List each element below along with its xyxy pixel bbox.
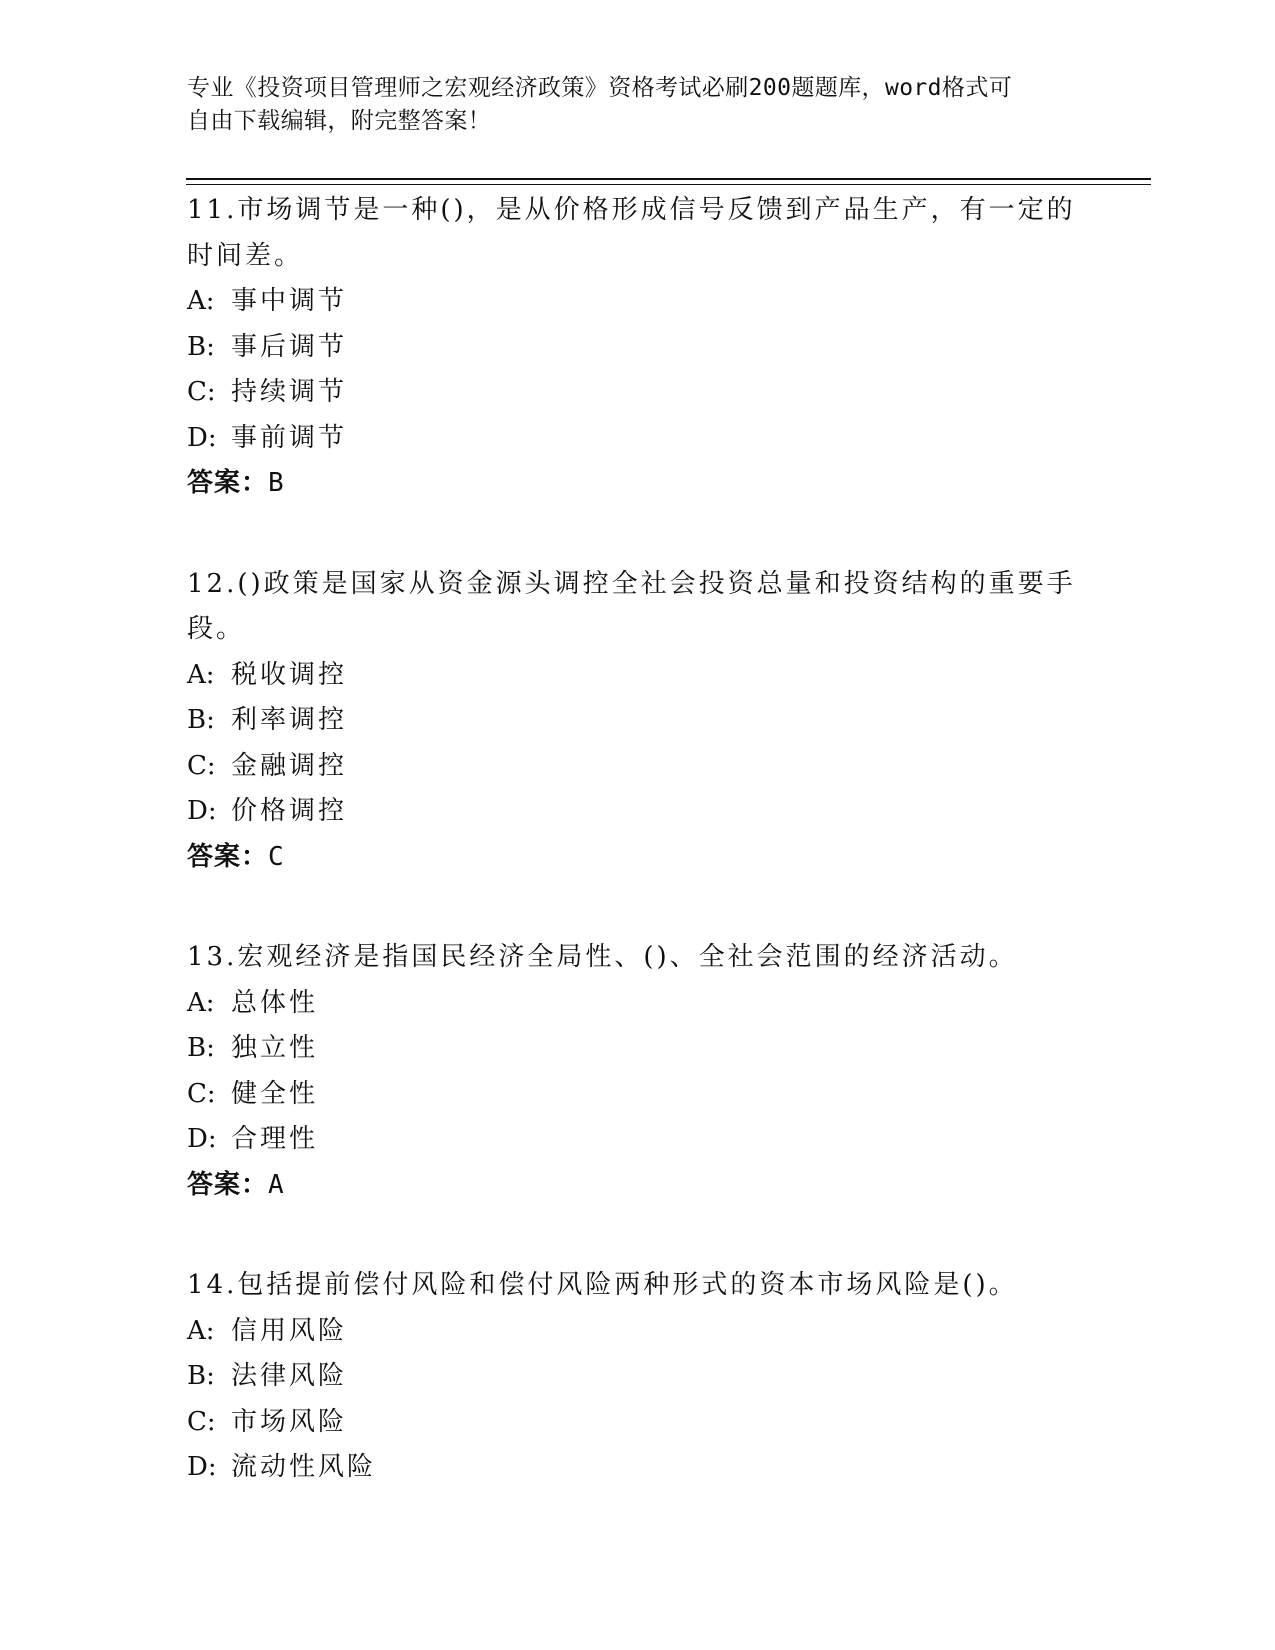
option-c xyxy=(187,1400,1087,1446)
option-text: 价格调控 xyxy=(231,796,348,826)
question-stem-line: 11.市场调节是一种()，是从价格形成信号反馈到产品生产，有一定的 xyxy=(187,195,1076,225)
answer-label: 答案： xyxy=(187,841,269,872)
option-c xyxy=(187,1072,1087,1118)
option-letter: C: xyxy=(187,1406,216,1437)
option-text: 事中调节 xyxy=(231,286,348,316)
option-text: 信用风险 xyxy=(231,1315,348,1346)
option-letter: D: xyxy=(187,422,217,453)
option-text: 市场风险 xyxy=(231,1406,348,1437)
option-text: 事后调节 xyxy=(231,331,348,362)
option-letter: B: xyxy=(187,1033,215,1063)
option-letter: B: xyxy=(187,331,215,362)
option-text: 事前调节 xyxy=(231,422,348,453)
question-11 xyxy=(187,188,1087,507)
question-stem-line: 13.宏观经济是指国民经济全局性、()、全社会范围的经济活动。 xyxy=(187,942,1018,972)
question-stem-line: 段。 xyxy=(187,614,246,644)
question-stem-line: 14.包括提前偿付风险和偿付风险两种形式的资本市场风险是()。 xyxy=(187,1270,1018,1300)
option-text: 总体性 xyxy=(231,987,319,1018)
option-letter: C: xyxy=(187,1078,216,1109)
option-d xyxy=(187,1117,1087,1163)
header-line-1: 专业《投资项目管理师之宏观经济政策》资格考试必刷200题题库，word格式可 xyxy=(187,75,1013,101)
option-c xyxy=(187,744,1087,790)
header-line-2: 自由下载编辑，附完整答案！ xyxy=(187,108,492,134)
header-rule-thin xyxy=(186,184,1151,185)
answer-value: C xyxy=(268,841,285,872)
header-rule-thick xyxy=(186,178,1151,180)
option-text: 税收调控 xyxy=(231,659,348,690)
option-b xyxy=(187,698,1087,744)
option-c xyxy=(187,370,1087,416)
option-letter: D: xyxy=(187,796,217,826)
option-text: 合理性 xyxy=(231,1124,319,1154)
answer-label: 答案： xyxy=(187,1169,269,1200)
option-letter: C: xyxy=(187,750,216,781)
answer-label: 答案： xyxy=(187,468,269,498)
option-letter: C: xyxy=(187,377,216,407)
answer-value: A xyxy=(268,1169,285,1200)
document-header xyxy=(187,72,1067,138)
answer-line xyxy=(187,1163,1087,1209)
question-12 xyxy=(187,562,1087,881)
option-text: 利率调控 xyxy=(231,705,348,735)
option-letter: B: xyxy=(187,705,215,735)
option-a xyxy=(187,279,1087,325)
option-letter: A: xyxy=(187,987,215,1018)
option-text: 健全性 xyxy=(231,1078,319,1109)
option-a xyxy=(187,981,1087,1027)
option-text: 法律风险 xyxy=(231,1361,348,1391)
question-13 xyxy=(187,935,1087,1208)
question-14 xyxy=(187,1263,1087,1491)
option-b xyxy=(187,1354,1087,1400)
option-letter: D: xyxy=(187,1124,217,1154)
option-letter: D: xyxy=(187,1452,217,1482)
option-text: 持续调节 xyxy=(231,377,348,407)
option-text: 流动性风险 xyxy=(231,1452,377,1482)
option-letter: B: xyxy=(187,1361,215,1391)
option-b xyxy=(187,325,1087,371)
option-d xyxy=(187,1445,1087,1491)
option-a xyxy=(187,1309,1087,1355)
question-stem-line: 12.()政策是国家从资金源头调控全社会投资总量和投资结构的重要手 xyxy=(187,568,1076,599)
option-d xyxy=(187,416,1087,462)
answer-line xyxy=(187,461,1087,507)
option-letter: A: xyxy=(187,286,215,316)
answer-line xyxy=(187,835,1087,881)
question-list xyxy=(187,188,1087,1546)
option-a xyxy=(187,653,1087,699)
question-stem-line: 时间差。 xyxy=(187,240,304,271)
option-text: 独立性 xyxy=(231,1033,319,1063)
option-letter: A: xyxy=(187,1315,215,1346)
option-b xyxy=(187,1026,1087,1072)
option-d xyxy=(187,789,1087,835)
option-text: 金融调控 xyxy=(231,750,348,781)
answer-value: B xyxy=(268,468,285,498)
option-letter: A: xyxy=(187,659,215,690)
